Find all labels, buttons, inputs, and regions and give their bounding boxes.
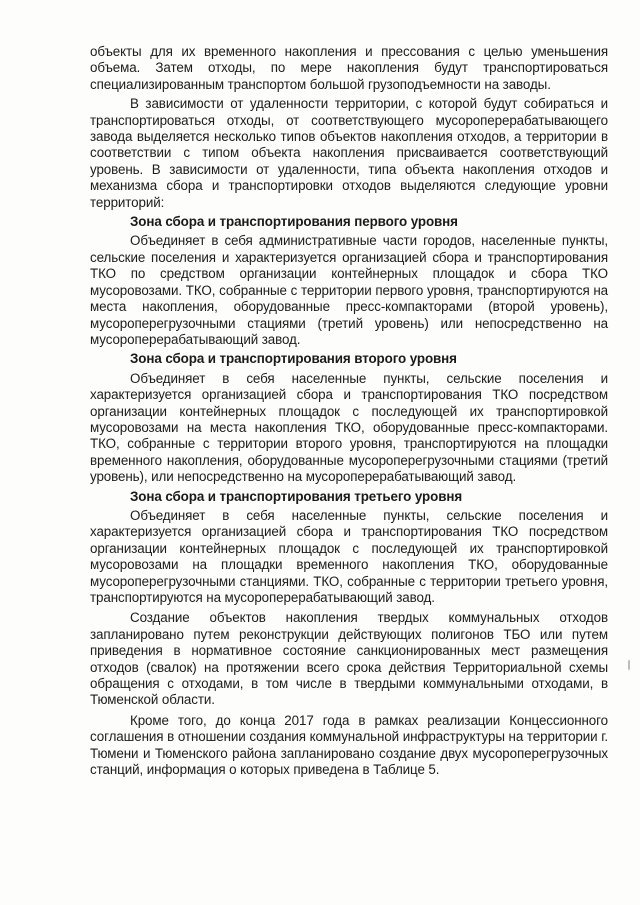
heading-first-level-zone: Зона сбора и транспортирования первого уровня (130, 214, 458, 230)
paragraph-continuation: объекты для их временного накопления и прессования с целью уменьшения объема. Затем отходы, по мере накопления будут транспортироваться специализированным транспортом большой грузоподъемности на заводы. (90, 44, 608, 92)
scan-artifact (628, 660, 630, 670)
heading-second-level-zone: Зона сбора и транспортирования второго уровня (130, 351, 457, 367)
paragraph-concession-agreement: Кроме того, до конца 2017 года в рамках реализации Концессионного соглашения в отношении создания коммунальной инфраструктуры на территории г. Тюмени и Тюменского района запланировано создание двух мусороперегрузочных станций, информация о которых приведена в Таблице 5. (90, 712, 608, 778)
paragraph-storage-objects: Создание объектов накопления твердых коммунальных отходов запланировано путем реконструкции действующих полигонов ТБО или путем приведения в нормативное состояние санкционированных мест размещения отходов (свалок) на протяжении всего срока действия Территориальной схемы обращения с отходами, в том числе в твердыми коммунальными отходами, в Тюменской области. (90, 610, 608, 708)
paragraph-second-level: Объединяет в себя населенные пункты, сельские поселения и характеризуется организацией сбора и транспортирования ТКО посредством организации контейнерных площадок с последующей их транспортировкой мусоровозами на места накопления ТКО, оборудованные пресс-компакторами. ТКО, собранные с территории второго уровня, транспортируются на площадки временного накопления, оборудованные мусороперегрузочными стациями (третий уровень), или непосредственно на мусороперерабатывающий завод. (90, 370, 608, 485)
paragraph-first-level: Объединяет в себя административные части городов, населенные пункты, сельские поселения и характеризуется организацией сбора и транспортирования ТКО по средством организации контейнерных площадок и сбора ТКО мусоровозами. ТКО, собранные с территории первого уровня, транспортируются на места накопления, оборудованные пресс-компакторами (второй уровень), мусороперегрузочными стациями (третий уровень) или непосредственно на мусороперерабатывающий завод. (90, 233, 608, 347)
paragraph-third-level: Объединяет в себя населенные пункты, сельские поселения и характеризуется организацией сбора и транспортирования ТКО посредством организации контейнерных площадок с последующей их транспортировкой мусоровозами на площадки временного накопления ТКО, оборудованные мусороперегрузочными станциями. ТКО, собранные с территории третьего уровня, транспортируются на мусороперерабатывающий завод. (90, 507, 608, 605)
document-body (90, 44, 608, 781)
heading-third-level-zone: Зона сбора и транспортирования третьего уровня (130, 488, 463, 504)
paragraph-territory-levels: В зависимости от удаленности территории, с которой будут собираться и транспортироваться отходы, от соответствующего мусороперерабатывающего завода выделяется несколько типов объектов накопления отходов, а территории в соответствии с типом объекта накопления присваивается соответствующий уровень. В зависимости от удаленности, типа объекта накопления отходов и механизма сбора и транспортировки отходов выделяются следующие уровни территорий: (90, 96, 608, 210)
